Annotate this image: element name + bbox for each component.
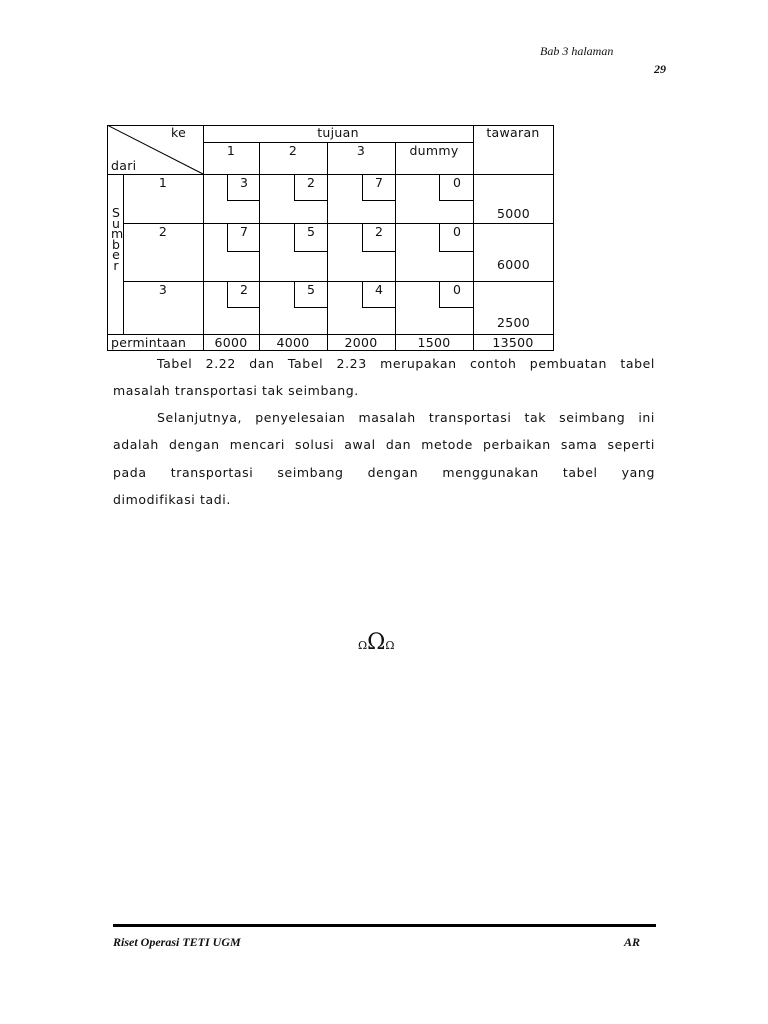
omega-big: Ω — [367, 630, 386, 655]
footer-rule — [113, 924, 656, 927]
row-3-label: 3 — [158, 282, 168, 297]
cost-2-4: 0 — [453, 224, 462, 239]
paragraph-1-line-2: masalah transportasi tak seimbang. — [113, 383, 359, 398]
paragraph-2-line-4: dimodifikasi tadi. — [113, 492, 231, 507]
omega-small-left: Ω — [358, 639, 368, 652]
cost-2-3: 2 — [375, 224, 384, 239]
dest-3: 3 — [356, 143, 366, 158]
cost-3-4: 0 — [453, 282, 462, 297]
omega-ornament — [358, 630, 395, 655]
cost-2-2: 5 — [307, 224, 316, 239]
footer-left: Riset Operasi TETI UGM — [113, 935, 241, 949]
demand-label: permintaan — [111, 335, 187, 350]
chapter-header: Bab 3 halaman — [540, 44, 614, 58]
paragraph-2-line-3: pada transportasi seimbang dengan menggunakan tabel yang — [113, 465, 655, 480]
cost-1-3: 7 — [375, 175, 384, 190]
cost-3-3: 4 — [375, 282, 384, 297]
paragraph-1-line-1: Tabel 2.22 dan Tabel 2.23 merupakan contoh pembuatan tabel — [157, 356, 655, 371]
dest-dummy: dummy — [409, 143, 459, 158]
paragraph-2-line-2: adalah dengan mencari solusi awal dan metode perbaikan sama seperti — [113, 437, 655, 452]
tujuan-header: tujuan — [317, 125, 359, 140]
cost-1-1: 3 — [240, 175, 249, 190]
supply-2: 6000 — [497, 257, 531, 272]
sumber-label: S u m b e r — [111, 205, 124, 273]
supply-1: 5000 — [497, 206, 531, 221]
row-2-label: 2 — [158, 224, 168, 239]
demand-1: 6000 — [214, 335, 248, 350]
demand-total: 13500 — [492, 335, 534, 350]
cost-1-4: 0 — [453, 175, 462, 190]
cost-3-2: 5 — [307, 282, 316, 297]
demand-3: 2000 — [344, 335, 378, 350]
dest-2: 2 — [288, 143, 298, 158]
corner-ke: ke — [171, 125, 187, 140]
supply-3: 2500 — [497, 315, 531, 330]
demand-4: 1500 — [417, 335, 451, 350]
tawaran-header: tawaran — [486, 125, 540, 140]
cost-3-1: 2 — [240, 282, 249, 297]
omega-small-right: Ω — [385, 639, 395, 652]
demand-2: 4000 — [276, 335, 310, 350]
cost-1-2: 2 — [307, 175, 316, 190]
cost-2-1: 7 — [240, 224, 249, 239]
row-1-label: 1 — [158, 175, 168, 190]
paragraph-2-line-1: Selanjutnya, penyelesaian masalah transportasi tak seimbang ini — [157, 410, 655, 425]
footer-right: AR — [624, 935, 641, 949]
page-number: 29 — [654, 62, 666, 76]
corner-dari: dari — [111, 158, 137, 173]
dest-1: 1 — [226, 143, 236, 158]
